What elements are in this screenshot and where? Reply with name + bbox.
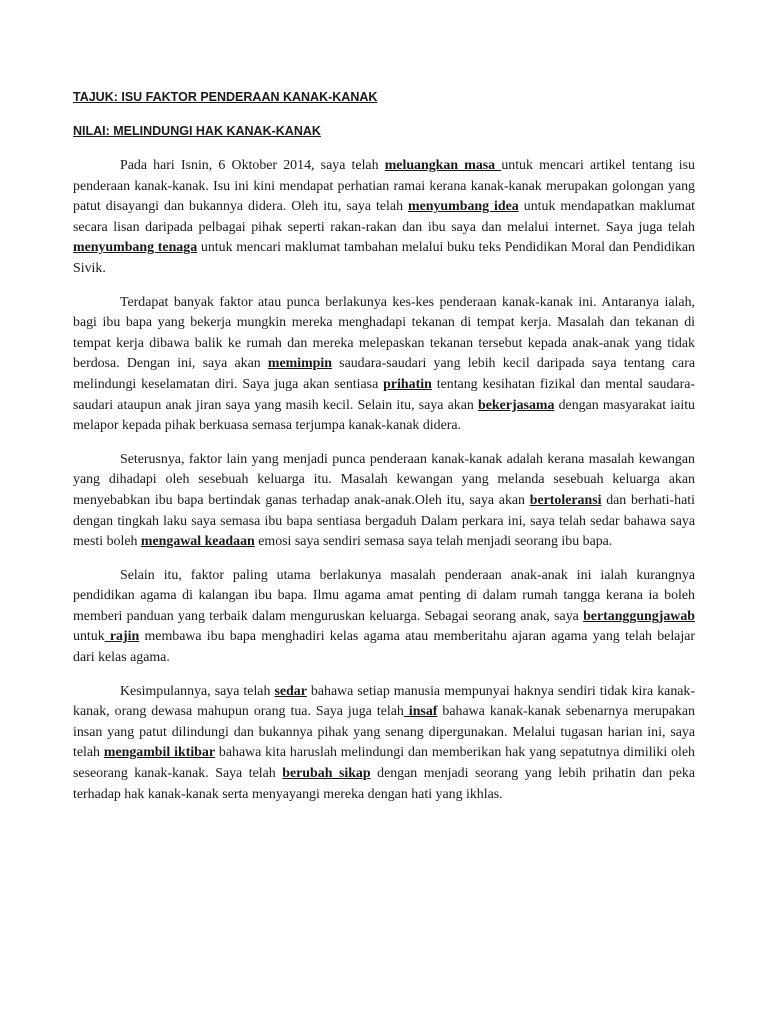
paragraph-text: emosi saya sendiri semasa saya telah menjadi seorang ibu bapa. [254, 534, 613, 550]
highlighted-value-keyword: meluangkan masa [384, 158, 502, 173]
paragraph-text: Terdapat banyak faktor atau punca berlakunya kes-kes penderaan kanak-kanak ini. Antaranya ialah, bagi ibu bapa yang bekerja mungkin mereka menghadapi tekanan di tempat kerja. Masalah dan tekanan di tempat kerja dibawa balik ke rumah dan mereka melepaskan tekanan tersebut kepada anak-anak yang tidak berdosa. Dengan ini, saya akan [73, 294, 695, 372]
highlighted-value-keyword: mengawal keadaan [140, 534, 255, 550]
body-paragraph [73, 156, 695, 280]
body-paragraph [73, 450, 695, 553]
highlighted-value-keyword: berubah sikap [282, 766, 371, 782]
highlighted-value-keyword: bekerjasama [478, 397, 555, 413]
highlighted-value-keyword: prihatin [383, 376, 432, 392]
paragraph-text: membawa ibu bapa menghadiri kelas agama atau memberitahu ajaran agama yang telah belajar dari kelas agama. [73, 629, 695, 666]
paragraph-text: saudara-saudari yang lebih kecil daripada saya tentang cara melindungi keselamatan diri. Saya juga akan sentiasa [73, 356, 695, 392]
paragraph-text: tentang kesihatan fizikal dan mental saudara-saudari ataupun anak jiran saya yang masih kecil. Selain itu, saya akan [73, 376, 695, 413]
body-paragraph [73, 293, 695, 437]
highlighted-value-keyword: menyumbang tenaga [73, 240, 198, 256]
paragraph-text: untuk [73, 629, 105, 645]
paragraph-text: dengan masyarakat iaitu melapor kepada pihak berkuasa semasa terjumpa kanak-kanak didera. [73, 397, 695, 434]
paragraph-text: untuk mencari maklumat tambahan melalui buku teks Pendidikan Moral dan Pendidikan Sivik. [73, 240, 695, 276]
document-page [73, 88, 695, 818]
paragraph-text: untuk mendapatkan maklumat secara lisan daripada pelbagai pihak seperti rakan-rakan dan ibu saya dan melalui internet. Saya juga telah [73, 199, 695, 235]
highlighted-value-keyword: mengambil iktibar [103, 745, 216, 761]
highlighted-value-keyword: sedar [274, 683, 307, 699]
paragraph-text: bahawa kita haruslah melindungi dan memberikan hak yang sepatutnya dimiliki oleh seseorang kanak-kanak. Saya telah [73, 745, 696, 782]
body-paragraph [73, 566, 695, 669]
highlighted-value-keyword: memimpin [267, 356, 332, 372]
highlighted-value-keyword: menyumbang idea [408, 199, 519, 215]
paragraph-text: bahawa kanak-kanak sebenarnya merupakan insan yang patut dilindungi dan bukannya pihak yang senang dipergunakan. Melalui tugasan harian ini, saya telah [73, 704, 695, 761]
document-title: TAJUK: ISU FAKTOR PENDERAAN KANAK-KANAK [73, 90, 378, 104]
paragraph-text: dan berhati-hati dengan tingkah laku saya semasa ibu bapa sentiasa bergaduh Dalam perkara ini, saya telah sedar bahawa saya mesti boleh [73, 492, 695, 550]
highlighted-value-keyword: bertoleransi [529, 492, 602, 508]
paragraph-text: Selain itu, faktor paling utama berlakunya masalah penderaan anak-anak ini ialah kurangnya pendidikan agama di kalangan ibu bapa. Ilmu agama amat penting di dalam rumah tangga kerana ia boleh memberi panduan yang terbaik dalam menguruskan keluarga. Sebagai seorang anak, saya [73, 567, 695, 624]
highlighted-value-keyword: insaf [403, 704, 438, 720]
paragraph-text: untuk mencari artikel tentang isu penderaan kanak-kanak. Isu ini kini mendapat perhatian ramai kerana kanak-kanak merupakan golongan yang patut disayangi dan bukannya didera. Oleh itu, saya telah [73, 158, 695, 215]
highlighted-value-keyword: bertanggungjawab [583, 608, 695, 624]
document-body [73, 156, 695, 805]
paragraph-text: dengan menjadi seorang yang lebih prihatin dan peka terhadap hak kanak-kanak serta menyayangi mereka dengan hati yang ikhlas. [73, 766, 696, 802]
highlighted-value-keyword: rajin [104, 629, 140, 645]
paragraph-text: Seterusnya, faktor lain yang menjadi punca penderaan kanak-kanak adalah kerana masalah kewangan yang dihadapi oleh sesebuah keluarga itu. Masalah kewangan yang melanda sesebuah keluarga akan menyebabkan ibu bapa bertindak ganas terhadap anak-anak.Oleh itu, saya akan [73, 451, 695, 508]
paragraph-text: Pada hari Isnin, 6 Oktober 2014, saya telah [120, 158, 385, 173]
body-paragraph [73, 682, 695, 806]
value-heading: NILAI: MELINDUNGI HAK KANAK-KANAK [73, 124, 321, 138]
paragraph-text: bahawa setiap manusia mempunyai haknya sendiri tidak kira kanak-kanak, orang dewasa mahupun orang tua. Saya juga telah [73, 683, 695, 720]
paragraph-text: Kesimpulannya, saya telah [120, 683, 275, 699]
